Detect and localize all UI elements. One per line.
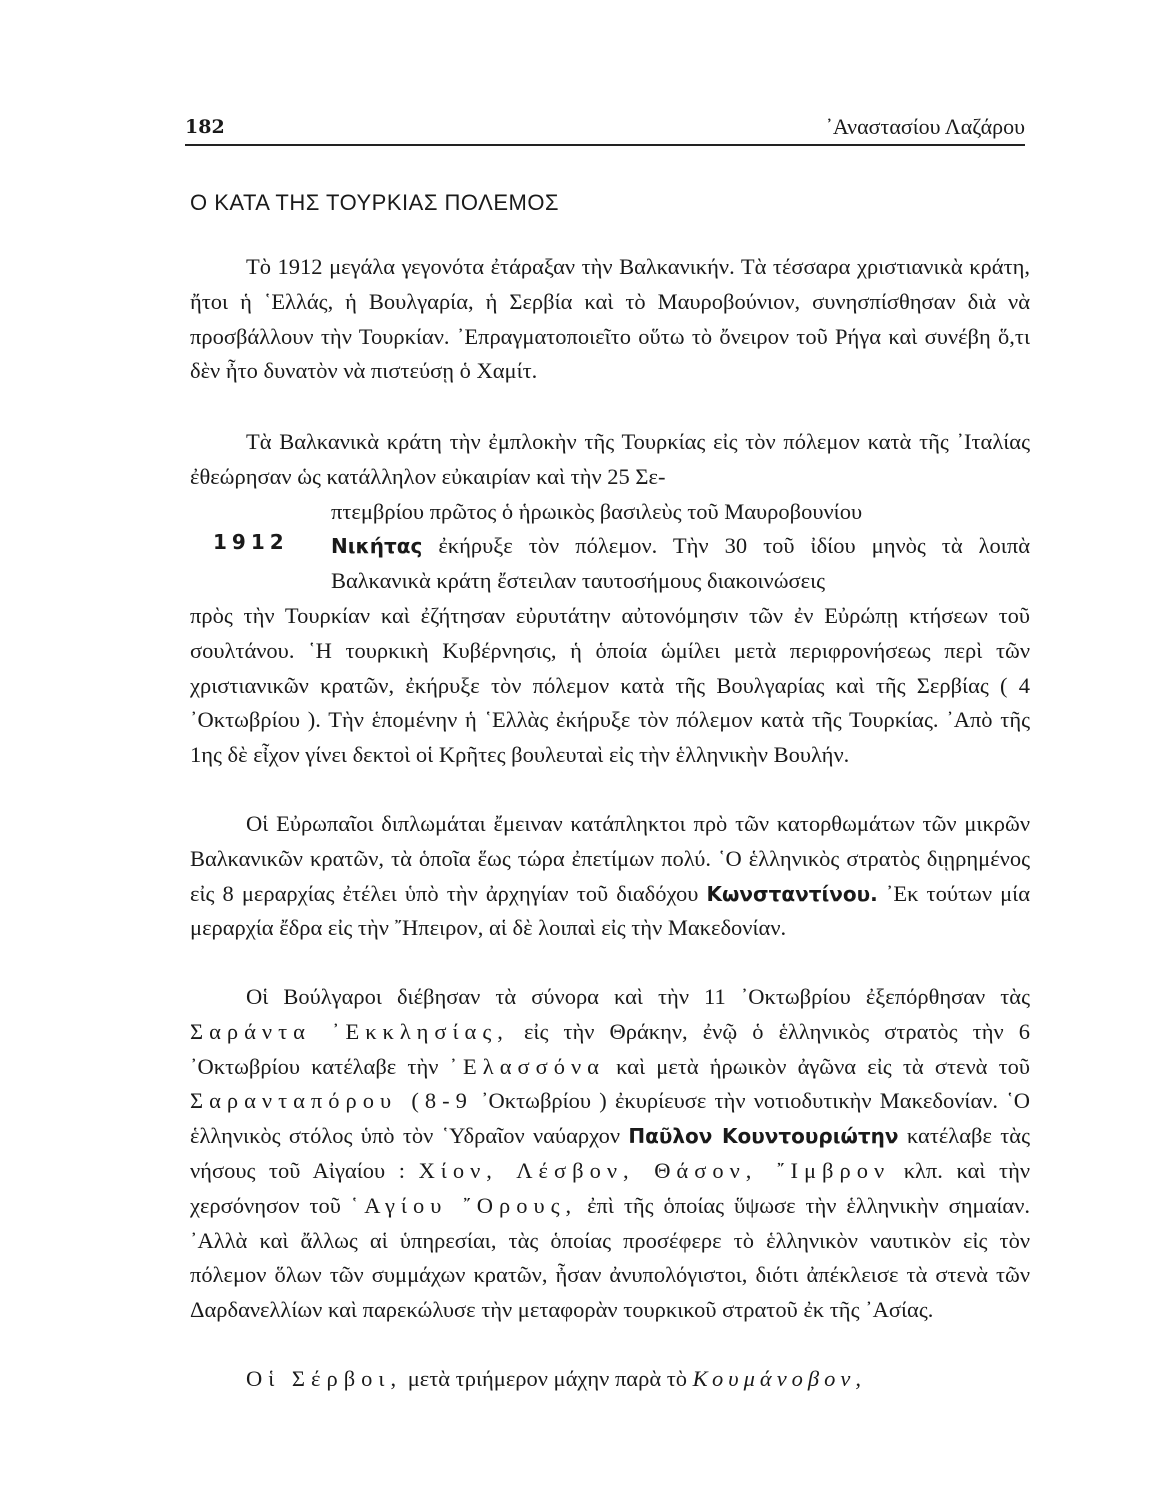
paragraph-5 — [190, 1362, 1030, 1397]
paragraph-5-a: μετὰ τριήμερον μάχην παρὰ τὸ — [402, 1366, 688, 1391]
section-title: Ο ΚΑΤΑ ΤΗΣ ΤΟΥΡΚΙΑΣ ΠΟΛΕΜΟΣ — [190, 190, 560, 215]
page-number: 182 — [185, 116, 225, 138]
paragraph-2-block — [190, 495, 1030, 599]
paragraph-3 — [190, 807, 1030, 946]
paragraph-4-d: ᾿Οκτωβρίου ) ἐκυρίευσε τὴν νοτιοδυτικὴν Μακεδονίαν. ῾Ο ἑλληνικὸς στόλος ὑπὸ τὸν ῾Υδραῖον ναύαρχον — [190, 1088, 1030, 1149]
name-serbs: Οἱ Σέρβοι, — [246, 1366, 403, 1391]
name-nikitas: Νικήτας — [331, 534, 423, 559]
page-header — [185, 108, 1025, 146]
paragraph-4-c: καὶ μετὰ ἡρωικὸν ἀγῶνα εἰς τὰ στενὰ τοῦ — [604, 1053, 1031, 1079]
paragraph-4-e: κατέλαβε τὰς νήσους τοῦ Αἰγαίου : — [190, 1123, 1030, 1183]
islands-list: Χίον, Λέσβον, Θάσον, ῎Ιμβρον — [418, 1157, 891, 1183]
margin-year: 1912 — [213, 530, 289, 554]
paragraph-2-block-a: πτεμβρίου πρῶτος ὁ ἡρωικὸς βασιλεὺς τοῦ Μαυροβουνίου — [331, 498, 863, 524]
paragraph-3-a: Οἱ Εὐρωπαῖοι διπλωμάται ἔμειναν κατάπληκτοι πρὸ τῶν κατορθωμάτων τῶν μικρῶν Βαλκανικῶν κρατῶν, τὰ ὁποῖα ἕως τώρα ἐπετίμων πολύ. ῾Ο ἑλληνικὸς στρατὸς διῃρημένος εἰς 8 μεραρχίας ἐτέλει ὑπὸ τὴν ἀρχηγίαν τοῦ διαδόχου — [190, 811, 1030, 906]
paragraph-1 — [190, 250, 1030, 389]
paragraph-4-a: Οἱ Βούλγαροι διέβησαν τὰ σύνορα καὶ τὴν 11 ᾿Οκτωβρίου ἐξεπόρθησαν τὰς — [246, 984, 1030, 1009]
paragraph-2 — [190, 425, 1030, 773]
paragraph-4-b: εἰς τὴν Θράκην, ἐνῷ ὁ ἑλληνικὸς στρατὸς τὴν 6 ᾿Οκτωβρίου κατέλαβε τὴν — [190, 1018, 1030, 1079]
paragraph-5-text — [190, 1362, 1030, 1397]
paragraph-4-g: ἐπὶ τῆς ὁποίας ὕψωσε τὴν ἑλληνικὴν σημαίαν. ᾿Αλλὰ καὶ ἄλλως αἱ ὑπηρεσίαι, τὰς ὁποίας προσέφερε τὸ ἑλληνικὸν ναυτικὸν εἰς τὸν πόλεμον ὅλων τῶν συμμάχων κρατῶν, ἦσαν ἀνυπολόγιστοι, διότι ἀπέκλεισε τὰ στενὰ τῶν Δαρδανελλίων καὶ παρεκώλυσε τὴν μεταφορὰν τουρκικοῦ στρατοῦ ἐκ τῆς ᾿Ασίας. — [190, 1192, 1031, 1323]
paragraph-4-f: κλπ. καὶ τὴν χερσόνησον τοῦ — [190, 1157, 1031, 1218]
paragraph-3-b: ᾿Εκ τούτων μία μεραρχία ἔδρα εἰς τὴν ῎Ηπειρον, αἱ δὲ λοιπαὶ εἰς τὴν Μακεδονίαν. — [190, 880, 1030, 941]
name-konstantinos: Κωνσταντίνου. — [706, 881, 878, 906]
paragraph-2-line1: Τὰ Βαλκανικὰ κράτη τὴν ἐμπλοκὴν τῆς Τουρκίας εἰς τὸν πόλεμον κατὰ τῆς ᾿Ιταλίας ἐθεώρησαν ὡς κατάλληλον εὐκαιρίαν καὶ τὴν 25 Σε- — [190, 429, 1030, 489]
place-sarantaporos: Σαρανταπόρου (8-9 — [190, 1088, 473, 1114]
paragraph-2-rest: πρὸς τὴν Τουρκίαν καὶ ἐζήτησαν εὐρυτάτην αὐτονόμησιν τῶν ἐν Εὐρώπῃ κτήσεων τοῦ σουλτάνου. ῾Η τουρκικὴ Κυβέρνησις, ἡ ὁποία ὡμίλει μετὰ περιφρονήσεως περὶ τῶν χριστιανικῶν κρατῶν, ἐκήρυξε τὸν πόλεμον κατὰ τῆς Βουλγαρίας καὶ τῆς Σερβίας ( 4 ᾿Οκτωβρίου ). Τὴν ἑπομένην ἡ ῾Ελλὰς ἐκήρυξε τὸν πόλεμον κατὰ τῆς Τουρκίας. ᾿Απὸ τῆς 1ης δὲ εἶχον γίνει δεκτοὶ οἱ Κρῆτες βουλευταὶ εἰς τὴν ἑλληνικὴν Βουλήν. — [190, 602, 1030, 768]
paragraph-4 — [190, 980, 1030, 1328]
place-saranta-ekklisies: Σαράντα ᾿Εκκλησίας, — [190, 1018, 509, 1044]
place-kumanovo: Κουμάνοβον, — [692, 1366, 867, 1391]
name-kountouriotis: Παῦλον Κουντουριώτην — [628, 1124, 899, 1149]
paragraph-2-block-b: ἐκήρυξε τὸν πόλεμον. Τὴν 30 τοῦ ἰδίου μηνὸς τὰ λοιπὰ Βαλκανικὰ κράτη ἔστειλαν ταυτοσήμους διακοινώσεις — [331, 533, 1030, 594]
paragraph-3-text — [190, 807, 1030, 946]
paragraph-4-text — [190, 980, 1030, 1328]
place-agion-oros: ῾Αγίου ῎Ορους, — [350, 1192, 578, 1218]
place-elassona: ᾿Ελασσόνα — [449, 1053, 605, 1079]
running-head: ᾿Αναστασίου Λαζάρου — [825, 114, 1025, 139]
paragraph-1-text: Τὸ 1912 μεγάλα γεγονότα ἐτάραξαν τὴν Βαλκανικήν. Τὰ τέσσαρα χριστιανικὰ κράτη, ἤτοι ἡ ῾Ελλάς, ἡ Βουλγαρία, ἡ Σερβία καὶ τὸ Μαυροβούνιον, συνησπίσθησαν διὰ νὰ προσβάλλουν τὴν Τουρκίαν. ᾿Επραγματοποιεῖτο οὕτω τὸ ὄνειρον τοῦ Ρήγα καὶ συνέβη ὅ,τι δὲν ἦτο δυνατὸν νὰ πιστεύσῃ ὁ Χαμίτ. — [190, 254, 1030, 384]
